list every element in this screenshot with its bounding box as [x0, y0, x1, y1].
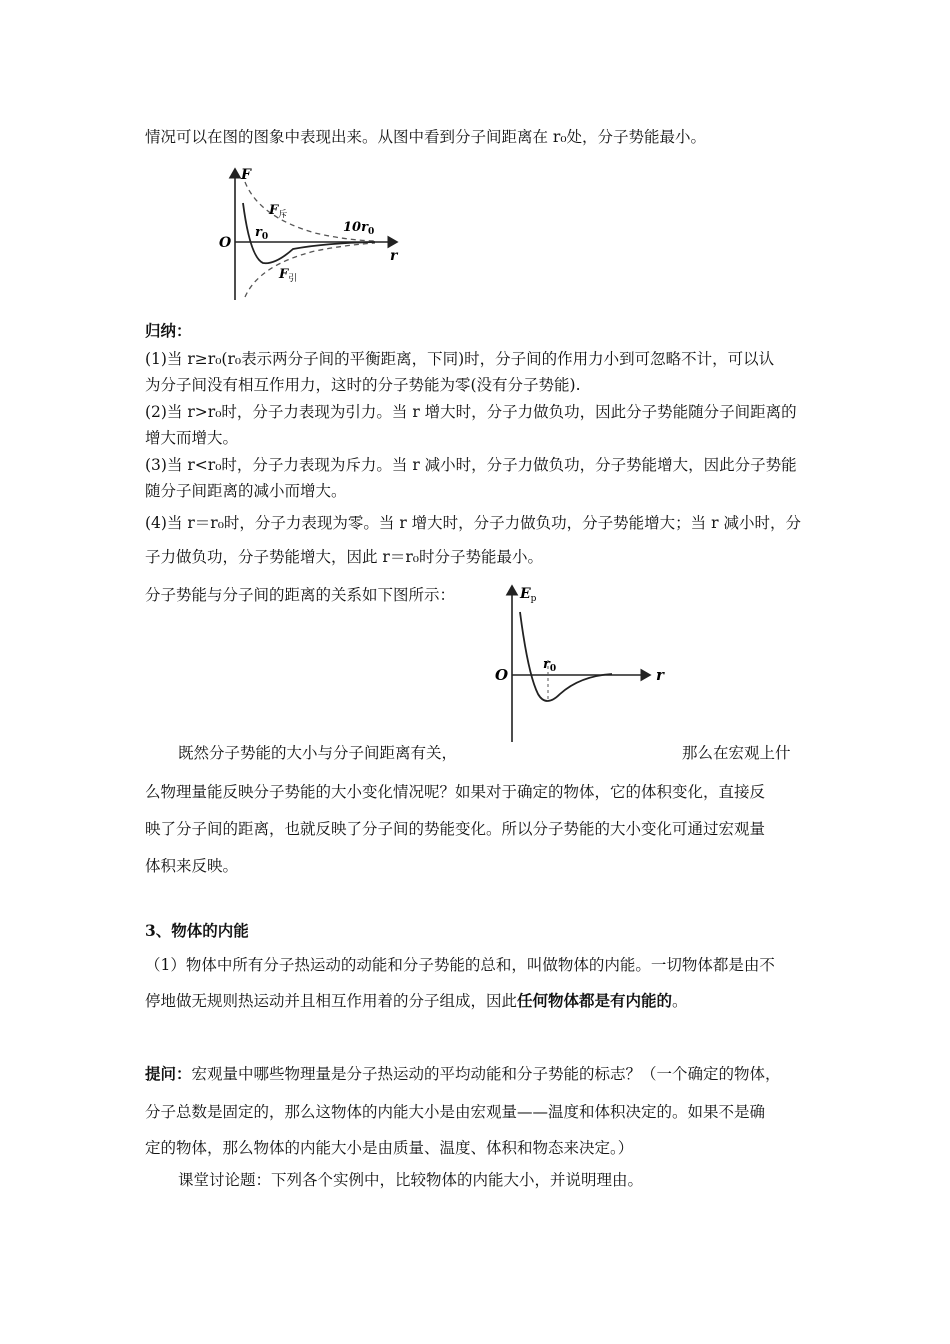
potential-energy-figure — [490, 580, 680, 745]
point-1-line-2: 为分子间没有相互作用力，这时的分子势能为零(没有分子势能). — [145, 376, 581, 394]
para-5-line-4: 体积来反映。 — [145, 857, 239, 875]
question-line-3: 定的物体，那么物体的内能大小是由质量、温度、体积和物态来决定。） — [145, 1139, 634, 1157]
question-label: 提问： — [145, 1064, 192, 1083]
point-4-line-2: 子力做负功，分子势能增大，因此 r＝r₀时分子势能最小。 — [145, 548, 543, 566]
para-5-line-2: 么物理量能反映分子势能的大小变化情况呢？如果对于确定的物体，它的体积变化，直接反 — [145, 783, 766, 801]
section-3-line-2 — [145, 990, 688, 1012]
f-att-label: $F_引$ — [279, 267, 298, 284]
origin-label: O — [495, 666, 509, 684]
ep-axis-label: $E_p$ — [520, 586, 537, 604]
f-axis-label: F — [241, 167, 251, 183]
question-line-2: 分子总数是固定的，那么这物体的内能大小是由宏观量——温度和体积决定的。如果不是确 — [145, 1103, 766, 1121]
intro-line: 情况可以在图的图象中表现出来。从图中看到分子间距离在 r₀处，分子势能最小。 — [145, 128, 707, 146]
force-distance-figure — [215, 165, 405, 305]
point-2-line-2: 增大而增大。 — [145, 429, 239, 447]
section-3-line-1: （1）物体中所有分子热运动的动能和分子势能的总和，叫做物体的内能。一切物体都是由不 — [145, 956, 775, 974]
para-5-line-1a: 既然分子势能的大小与分子间距离有关， — [178, 744, 458, 762]
discussion-line: 课堂讨论题：下列各个实例中，比较物体的内能大小，并说明理由。 — [178, 1171, 644, 1189]
point-4-line-1: (4)当 r＝r₀时，分子力表现为零。当 r 增大时，分子力做负功，分子势能增大；当 r 减小时，分 — [145, 514, 801, 532]
point-3-line-1: (3)当 r<r₀时，分子力表现为斥力。当 r 减小时，分子力做负功，分子势能增大，因此分子势能 — [145, 456, 797, 474]
ep-caption: 分子势能与分子间的距离的关系如下图所示： — [145, 586, 456, 604]
question-text: 宏观量中哪些物理量是分子热运动的平均动能和分子势能的标志？（一个确定的物体， — [191, 1065, 781, 1083]
point-1-line-1: (1)当 r≥r₀(r₀表示两分子间的平衡距离，下同)时，分子间的作用力小到可忽略不计，可以认 — [145, 350, 775, 368]
origin-label: O — [219, 235, 232, 251]
section-3-line-2-end: 。 — [672, 992, 688, 1010]
question-line-1 — [145, 1063, 781, 1085]
r0-label: $r_0$ — [255, 225, 269, 242]
r0-label: $r_0$ — [543, 657, 557, 674]
para-5-line-1b: 那么在宏观上什 — [682, 744, 791, 762]
section-3-line-2-text: 停地做无规则热运动并且相互作用着的分子组成，因此 — [145, 992, 518, 1010]
attractive-curve — [245, 243, 375, 297]
f-rep-label: $F_斥$ — [269, 203, 288, 220]
para-5-line-3: 映了分子间的距离，也就反映了分子间的势能变化。所以分子势能的大小变化可通过宏观量 — [145, 820, 766, 838]
r-axis-label: r — [390, 248, 398, 264]
section-3-emphasis: 任何物体都是有内能的 — [517, 991, 673, 1010]
r-axis-label: r — [656, 666, 664, 684]
point-3-line-2: 随分子间距离的减小而增大。 — [145, 482, 347, 500]
ep-curve — [520, 612, 612, 701]
section-3-heading: 3、物体的内能 — [145, 921, 249, 940]
ten-r0-label: $10r_0$ — [343, 220, 375, 237]
summary-heading: 归纳： — [145, 321, 192, 340]
point-2-line-1: (2)当 r>r₀时，分子力表现为引力。当 r 增大时，分子力做负功，因此分子势能随分子间距离的 — [145, 403, 797, 421]
